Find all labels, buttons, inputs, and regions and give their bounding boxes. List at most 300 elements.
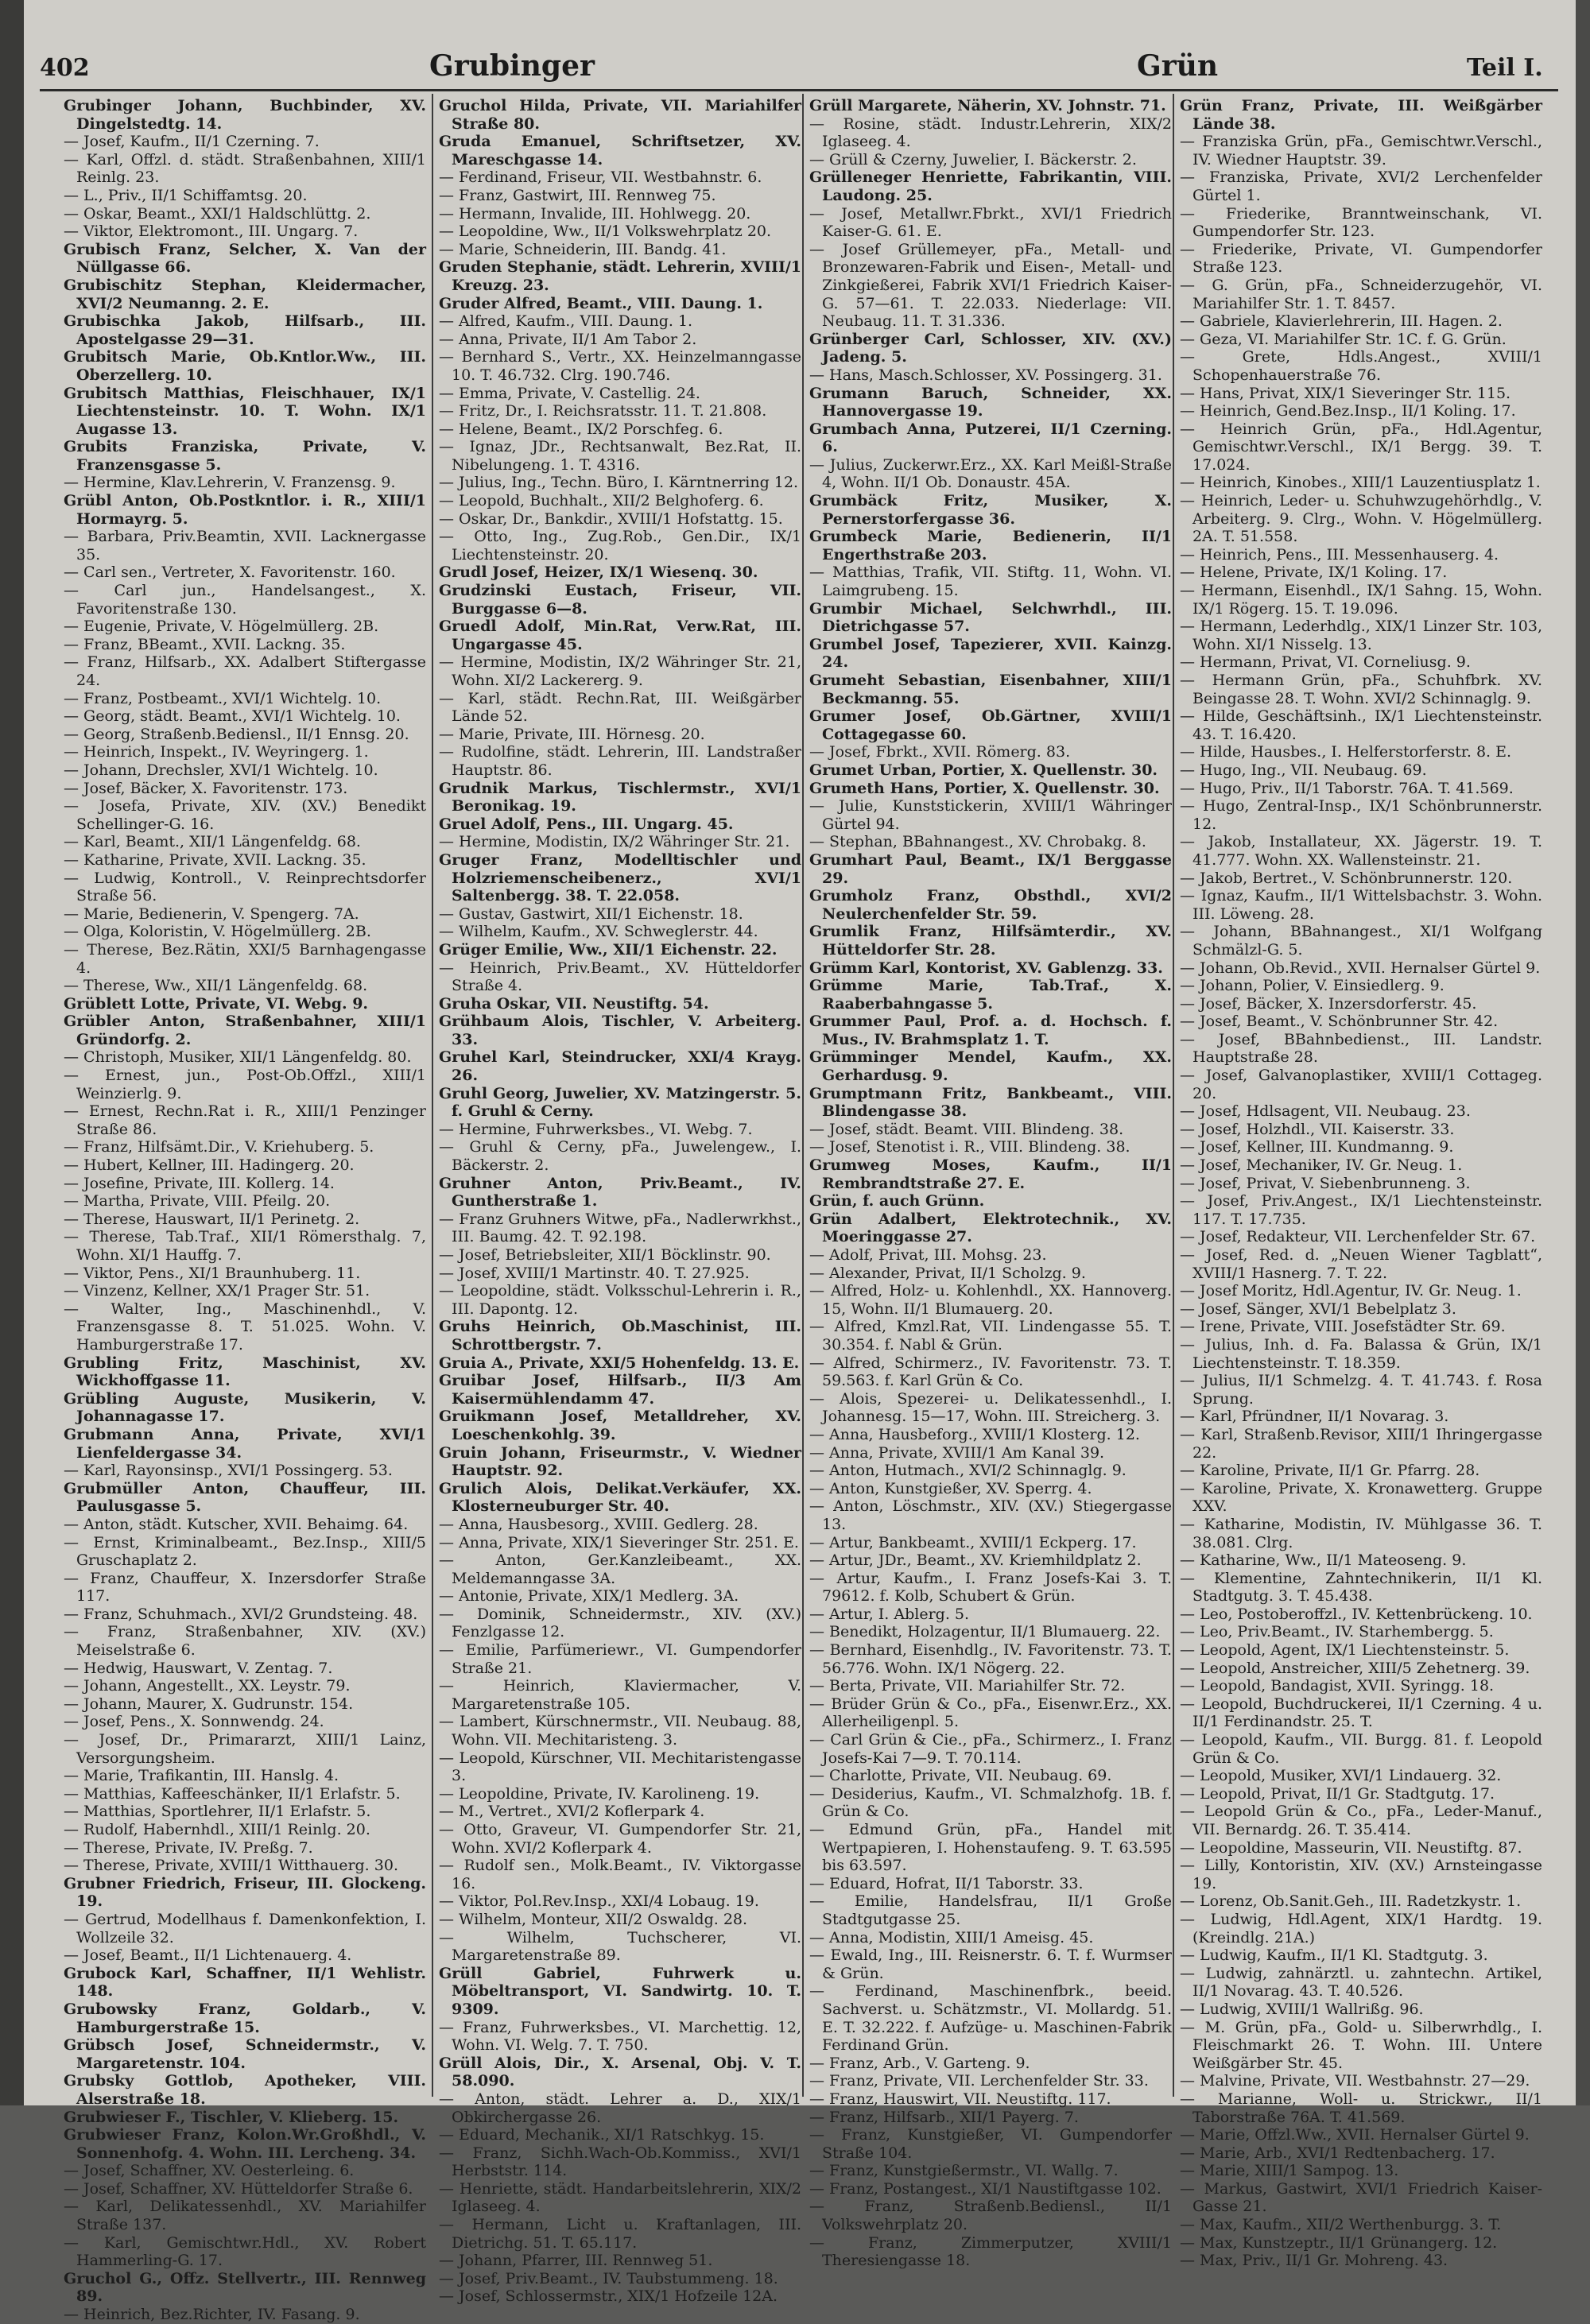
directory-entry: — Marie, Bedienerin, V. Spengerg. 7A. — [64, 904, 359, 923]
directory-entry: — Alfred, Kaufm., VIII. Daung. 1. — [439, 312, 693, 331]
directory-entry: — Leopold, Buchdruckerei, II/1 Czerning. 4 u. II/1 Ferdinandstr. 25. T. — [1180, 1695, 1542, 1731]
directory-entry: — Georg, Straßenb.Bediensl., II/1 Ennsg. 20. — [64, 725, 409, 743]
directory-entry: Grummer Paul, Prof. a. d. Hochsch. f. Mus., IV. Brahmsplatz 1. T. — [809, 1013, 1172, 1048]
directory-entry: — Heinrich, Pens., III. Messenhauserg. 4. — [1180, 545, 1499, 564]
directory-entry: — Anton, Kunstgießer, XV. Sperrg. 4. — [809, 1479, 1092, 1497]
directory-entry: — Benedikt, Holzagentur, II/1 Blumauerg. 22. — [809, 1623, 1161, 1641]
header-center-keyword: Grün — [1137, 49, 1219, 83]
directory-entry: — Hermine, Klav.Lehrerin, V. Franzensg. 9. — [64, 474, 396, 492]
directory-entry: — Oskar, Dr., Bankdir., XVIII/1 Hofstattg. 15. — [439, 509, 783, 528]
directory-entry: Gruden Stephanie, städt. Lehrerin, XVIII/1 Kreuzg. 23. — [439, 258, 801, 294]
directory-entry: Grudnik Markus, Tischlermstr., XVI/1 Beronikag. 19. — [439, 779, 801, 815]
directory-entry: — Josef, Bäcker, X. Favoritenstr. 173. — [64, 779, 348, 797]
directory-entry: — Johann, Pfarrer, III. Rennweg 51. — [439, 2252, 713, 2270]
directory-entry: Grubmann Anna, Private, XVI/1 Lienfeldergasse 34. — [64, 1425, 426, 1462]
directory-entry: Grumbir Michael, Selchwrhdl., III. Dietrichgasse 57. — [809, 599, 1172, 636]
directory-entry: — Jakob, Installateur, XX. Jägerstr. 19. T. 41.777. Wohn. XX. Wallensteinstr. 21. — [1180, 833, 1542, 869]
directory-entry: Grumet Urban, Portier, X. Quellenstr. 30. — [809, 761, 1158, 779]
directory-entry: — Desiderius, Kaufm., VI. Schmalzhofg. 1B. f. Grün & Co. — [809, 1784, 1172, 1821]
directory-entry: Grübler Anton, Straßenbahner, XIII/1 Gründorfg. 2. — [64, 1013, 426, 1048]
page-header — [0, 0, 1590, 94]
directory-entry: Grumbel Josef, Tapezierer, XVII. Kainzg. 24. — [809, 635, 1172, 672]
column-divider — [432, 94, 433, 2097]
directory-entry: Grubitsch Marie, Ob.Kntlor.Ww., III. Oberzellerg. 10. — [64, 348, 426, 384]
directory-entry: — Marie, Arb., XVI/1 Redtenbacherg. 17. — [1180, 2144, 1495, 2162]
directory-entry: — Hilde, Hausbes., I. Helferstorferstr. 8. E. — [1180, 743, 1512, 761]
directory-entry: Gruhner Anton, Priv.Beamt., IV. Guntherstraße 1. — [439, 1174, 801, 1210]
directory-entry: — Josef, Priv.Angest., IX/1 Liechtensteinstr. 117. T. 17.735. — [1180, 1192, 1542, 1228]
directory-entry: — Julius, Inh. d. Fa. Balassa & Grün, IX/1 Liechtensteinstr. T. 18.359. — [1180, 1335, 1542, 1372]
directory-entry: — Berta, Private, VII. Mariahilfer Str. 72. — [809, 1677, 1126, 1695]
directory-entry: — Viktor, Pol.Rev.Insp., XXI/4 Lobaug. 19. — [439, 1892, 759, 1911]
directory-entry: — Leopold, Privat, II/1 Gr. Stadtgutg. 17. — [1180, 1784, 1495, 1803]
directory-entry: Grumann Baruch, Schneider, XX. Hannovergasse 19. — [809, 384, 1172, 420]
header-left-keyword: Grubinger — [429, 49, 595, 83]
directory-entry: — Hermine, Modistin, IX/2 Währinger Str. 21. — [439, 833, 790, 851]
directory-entry: — Wilhelm, Tuchscherer, VI. Margaretenstraße 89. — [439, 1928, 801, 1965]
directory-entry: — Josef, Stenotist i. R., VIII. Blindeng. 38. — [809, 1138, 1130, 1156]
directory-entry: Grumlik Franz, Hilfsämterdir., XV. Hütteldorfer Str. 28. — [809, 923, 1172, 959]
directory-entry: — Franz, Zimmerputzer, XVIII/1 Theresiengasse 18. — [809, 2233, 1172, 2270]
directory-entry: — Ignaz, Kaufm., II/1 Wittelsbachstr. 3. Wohn. III. Löweng. 28. — [1180, 887, 1542, 923]
directory-entry: — Wilhelm, Monteur, XII/2 Oswaldg. 28. — [439, 1910, 748, 1928]
directory-entry: Gruhl Georg, Juwelier, XV. Matzingerstr. 5. f. Gruhl & Cerny. — [439, 1084, 801, 1121]
directory-entry: — Walter, Ing., Maschinenhdl., V. Franzensgasse 8. T. 51.025. Wohn. V. Hamburgerstraße 17. — [64, 1300, 426, 1354]
directory-entry: — Josefine, Private, III. Kollerg. 14. — [64, 1174, 335, 1192]
directory-entry: — Adolf, Privat, III. Mohsg. 23. — [809, 1246, 1047, 1264]
directory-entry: — Matthias, Sportlehrer, II/1 Erlafstr. 5. — [64, 1803, 371, 1821]
directory-entry: — Josef, Fbrkt., XVII. Römerg. 83. — [809, 743, 1071, 761]
directory-entry: — Franz, Straßenb.Bediensl., II/1 Volkswehrplatz 20. — [809, 2198, 1172, 2234]
column-divider — [802, 94, 804, 2097]
directory-entry: — Grete, Hdls.Angest., XVIII/1 Schopenhauerstraße 76. — [1180, 348, 1542, 384]
directory-entry: — Oskar, Beamt., XXI/1 Haldschlüttg. 2. — [64, 204, 371, 223]
directory-entry: — Heinrich, Kinobes., XIII/1 Lauzentiusplatz 1. — [1180, 474, 1541, 492]
directory-entry: Grün Adalbert, Elektrotechnik., XV. Moeringgasse 27. — [809, 1210, 1172, 1246]
directory-entry: — Irene, Private, VIII. Josefstädter Str. 69. — [1180, 1318, 1506, 1336]
directory-entry: — Josef, Dr., Primararzt, XIII/1 Lainz, Versorgungsheim. — [64, 1731, 426, 1767]
directory-entry: — Leopold, Buchhalt., XII/2 Belghoferg. 6. — [439, 492, 764, 510]
directory-entry: — Josef, Hdlsagent, VII. Neubaug. 23. — [1180, 1102, 1471, 1121]
directory-entry: — Karoline, Private, X. Kronawetterg. Gruppe XXV. — [1180, 1479, 1542, 1516]
directory-entry: Grubischka Jakob, Hilfsarb., III. Apostelgasse 29—31. — [64, 312, 426, 348]
directory-entry: — Emilie, Parfümeriewr., VI. Gumpendorfer Straße 21. — [439, 1641, 801, 1677]
directory-entry: Grubischitz Stephan, Kleidermacher, XVI/2 Neumanng. 2. E. — [64, 276, 426, 312]
directory-entry: Gruhel Karl, Steindrucker, XXI/4 Krayg. 26. — [439, 1048, 801, 1085]
directory-entry: — Anna, Private, XIX/1 Sieveringer Str. 251. E. — [439, 1533, 799, 1551]
directory-entry: Grüll Margarete, Näherin, XV. Johnstr. 71. — [809, 97, 1166, 114]
directory-entry: — Hugo, Zentral-Insp., IX/1 Schönbrunnerstr. 12. — [1180, 797, 1542, 833]
directory-entry: — Hans, Privat, XIX/1 Sieveringer Str. 115. — [1180, 384, 1511, 402]
directory-entry: Grumeth Hans, Portier, X. Quellenstr. 30. — [809, 779, 1160, 797]
directory-entry: — Hans, Masch.Schlosser, XV. Possingerg. 31. — [809, 366, 1162, 384]
directory-entry: — Franz, Hauswirt, VII. Neustiftg. 117. — [809, 2090, 1111, 2108]
directory-entry: — Hermann, Invalide, III. Hohlwegg. 20. — [439, 204, 751, 223]
directory-entry: — Leopoldine, städt. Volksschul-Lehrerin i. R., III. Dapontg. 12. — [439, 1282, 801, 1318]
directory-entry: — Josef, Kaufm., II/1 Czerning. 7. — [64, 133, 320, 151]
directory-entry: — Christoph, Musiker, XII/1 Längenfeldg. 80. — [64, 1048, 412, 1067]
scan-edge-right — [1576, 0, 1590, 2105]
directory-entry: — Leopoldine, Private, IV. Karolineng. 19. — [439, 1784, 760, 1803]
directory-entry: — Lorenz, Ob.Sanit.Geh., III. Radetzkystr. 1. — [1180, 1892, 1522, 1911]
directory-entry: — Josef, Kellner, III. Kundmanng. 9. — [1180, 1138, 1454, 1156]
directory-entry: — Edmund Grün, pFa., Handel mit Wertpapieren, I. Hohenstaufeng. 9. T. 63.595 bis 63.597. — [809, 1821, 1172, 1875]
directory-entry: — Josef, BBahnbedienst., III. Landstr. Hauptstraße 28. — [1180, 1030, 1542, 1067]
directory-entry: — Ludwig, zahnärztl. u. zahntechn. Artikel, II/1 Novarag. 43. T. 40.526. — [1180, 1964, 1542, 2001]
directory-entry: — Hermine, Modistin, IX/2 Währinger Str. 21, Wohn. XI/2 Lackererg. 9. — [439, 653, 801, 689]
directory-entry: — Brüder Grün & Co., pFa., Eisenwr.Erz., XX. Allerheiligenpl. 5. — [809, 1695, 1172, 1731]
directory-entry: — Emilie, Handelsfrau, II/1 Große Stadtgutgasse 25. — [809, 1892, 1172, 1928]
directory-entry: — Karl, städt. Rechn.Rat, III. Weißgärber Lände 52. — [439, 689, 801, 726]
directory-entry: — Karoline, Private, II/1 Gr. Pfarrg. 28. — [1180, 1462, 1480, 1480]
directory-entry: Grubner Friedrich, Friseur, III. Glockeng. 19. — [64, 1874, 426, 1911]
directory-entry: — Heinrich, Priv.Beamt., XV. Hütteldorfer Straße 4. — [439, 959, 801, 995]
directory-entry: — Karl, Straßenb.Revisor, XIII/1 Ihringergasse 22. — [1180, 1425, 1542, 1462]
directory-entry: Grümme Marie, Tab.Traf., X. Raaberbahngasse 5. — [809, 977, 1172, 1013]
directory-entry: Grubsky Gottlob, Apotheker, VIII. Alserstraße 18. — [64, 2072, 426, 2108]
directory-entry: — Johann, Ob.Revid., XVII. Hernalser Gürtel 9. — [1180, 959, 1541, 977]
directory-entry: Grubitsch Matthias, Fleischhauer, IX/1 Liechtensteinstr. 10. T. Wohn. IX/1 Augasse 13. — [64, 384, 426, 438]
directory-entry: — Josef, Privat, V. Siebenbrunneng. 3. — [1180, 1174, 1471, 1192]
directory-entry: — Anton, Ger.Kanzleibeamt., XX. Meldemanngasse 3A. — [439, 1551, 801, 1587]
directory-entry: — Viktor, Elektromont., III. Ungarg. 7. — [64, 223, 359, 241]
directory-entry: — Franziska Grün, pFa., Gemischtwr.Verschl., IV. Wiedner Hauptstr. 39. — [1180, 133, 1542, 168]
directory-entry: — Hugo, Ing., VII. Neubaug. 69. — [1180, 761, 1427, 779]
directory-entry: Gruibar Josef, Hilfsarb., II/3 Am Kaisermühlendamm 47. — [439, 1372, 801, 1408]
directory-entry: — Artur, Kaufm., I. Franz Josefs-Kai 3. T. 79612. f. Kolb, Schubert & Grün. — [809, 1569, 1172, 1605]
directory-entry: — Olga, Koloristin, V. Högelmüllerg. 2B. — [64, 923, 371, 941]
directory-entry: Grüblett Lotte, Private, VI. Webg. 9. — [64, 994, 369, 1013]
directory-entry: Gruha Oskar, VII. Neustiftg. 54. — [439, 994, 709, 1013]
directory-entry: — Alfred, Kmzl.Rat, VII. Lindengasse 55. T. 30.354. f. Nabl & Grün. — [809, 1318, 1172, 1354]
directory-entry: — Leopoldine, Ww., II/1 Volkswehrplatz 20. — [439, 223, 772, 241]
directory-entry: — Malvine, Private, VII. Westbahnstr. 27—29. — [1180, 2072, 1530, 2090]
directory-entry: — Johann, Maurer, X. Gudrunstr. 154. — [64, 1695, 354, 1713]
directory-entry: — Franz, Private, VII. Lerchenfelder Str. 33. — [809, 2072, 1149, 2090]
directory-entry: — Artur, I. Ablerg. 5. — [809, 1605, 970, 1623]
column-3 — [809, 97, 1172, 2270]
directory-entry: — Johann, BBahnangest., XI/1 Wolfgang Schmälzl-G. 5. — [1180, 923, 1542, 959]
directory-entry: — Alexander, Privat, II/1 Scholzg. 9. — [809, 1264, 1086, 1282]
directory-entry: — Franz, Straßenbahner, XIV. (XV.) Meiselstraße 6. — [64, 1623, 426, 1660]
directory-entry: — Eugenie, Private, V. Högelmüllerg. 2B. — [64, 618, 379, 636]
directory-entry: Grubock Karl, Schaffner, II/1 Wehlistr. 148. — [64, 1964, 426, 2001]
directory-entry: — Leopold, Anstreicher, XIII/5 Zehetnerg. 39. — [1180, 1659, 1530, 1677]
directory-entry: — Hedwig, Hauswart, V. Zentag. 7. — [64, 1659, 333, 1677]
directory-entry: — Lambert, Kürschnermstr., VII. Neubaug. 88, Wohn. VII. Mechitaristeng. 3. — [439, 1713, 801, 1749]
directory-entry: — Rudolf sen., Molk.Beamt., IV. Viktorgasse 16. — [439, 1857, 801, 1892]
directory-entry: — Karl, Offzl. d. städt. Straßenbahnen, XIII/1 Reinlg. 23. — [64, 150, 426, 187]
directory-entry: Grumweg Moses, Kaufm., II/1 Rembrandtstraße 27. E. — [809, 1156, 1172, 1192]
directory-entry: — Anna, Private, II/1 Am Tabor 2. — [439, 330, 697, 348]
directory-entry: — Karl, Delikatessenhdl., XV. Mariahilfer Straße 137. — [64, 2198, 426, 2234]
directory-entry: — Alfred, Holz- u. Kohlenhdl., XX. Hannoverg. 15, Wohn. II/1 Blumauerg. 20. — [809, 1282, 1172, 1318]
directory-entry: — Franz, BBeamt., XVII. Lackng. 35. — [64, 635, 346, 653]
directory-entry: — Franz, Postangest., XI/1 Naustiftgasse 102. — [809, 2179, 1161, 2198]
directory-entry: Gruger Franz, Modelltischler und Holzriemenscheibenerz., XVI/1 Saltenbergg. 38. T. 22.058. — [439, 850, 801, 905]
directory-entry: — Ludwig, Hdl.Agent, XIX/1 Hardtg. 19. (Kreindlg. 21A.) — [1180, 1910, 1542, 1946]
directory-entry: — Franz Gruhners Witwe, pFa., Nadlerwrkhst., III. Baumg. 42. T. 92.198. — [439, 1210, 801, 1246]
directory-entry: Grubwieser Franz, Kolon.Wr.Großhdl., V. Sonnenhofg. 4. Wohn. III. Lercheng. 34. — [64, 2126, 426, 2162]
directory-entry: — Gustav, Gastwirt, XII/1 Eichenstr. 18. — [439, 904, 743, 923]
directory-entry: Grünberger Carl, Schlosser, XIV. (XV.) Jadeng. 5. — [809, 330, 1172, 366]
directory-entry: — Max, Kunstzeptr., II/1 Grünangerg. 12. — [1180, 2233, 1498, 2252]
directory-entry: — Johann, Angestellt., XX. Leystr. 79. — [64, 1677, 351, 1695]
directory-entry: Grübling Auguste, Musikerin, V. Johannagasse 17. — [64, 1389, 426, 1426]
directory-entry: — Hermine, Fuhrwerksbes., VI. Webg. 7. — [439, 1120, 753, 1138]
directory-entry: Grübsch Josef, Schneidermstr., V. Margaretenstr. 104. — [64, 2036, 426, 2072]
directory-entry: — Rudolf, Habernhdl., XIII/1 Reinlg. 20. — [64, 1821, 370, 1838]
directory-entry: — Karl, Pfründner, II/1 Novarag. 3. — [1180, 1408, 1449, 1426]
directory-entry: — Helene, Beamt., IX/2 Porschfeg. 6. — [439, 420, 723, 438]
directory-entry: — Josef, Beamt., II/1 Lichtenauerg. 4. — [64, 1946, 352, 1965]
column-4 — [1180, 97, 1542, 2270]
directory-entry: — Heinrich, Gend.Bez.Insp., II/1 Koling. 17. — [1180, 402, 1516, 420]
directory-entry: Grumhart Paul, Beamt., IX/1 Berggasse 29. — [809, 850, 1172, 887]
directory-entry: — Eduard, Mechanik., XI/1 Ratschkyg. 15. — [439, 2126, 765, 2144]
directory-entry: Gruder Alfred, Beamt., VIII. Daung. 1. — [439, 294, 763, 312]
directory-entry: Gruchol G., Offz. Stellvertr., III. Rennweg 89. — [64, 2269, 426, 2306]
directory-entry: — Ernest, jun., Post-Ob.Offzl., XIII/1 Weinzierlg. 9. — [64, 1067, 426, 1102]
directory-entry: — Leopold, Agent, IX/1 Liechtensteinstr. 5. — [1180, 1641, 1510, 1660]
directory-entry: — Lilly, Kontoristin, XIV. (XV.) Arnsteingasse 19. — [1180, 1857, 1542, 1892]
directory-entry: — Ludwig, Kontroll., V. Reinprechtsdorfer Straße 56. — [64, 869, 426, 905]
directory-entry: — Josef, Mechaniker, IV. Gr. Neug. 1. — [1180, 1156, 1463, 1175]
directory-entry: Grudzinski Eustach, Friseur, VII. Burggasse 6—8. — [439, 582, 801, 618]
directory-entry: — Max, Priv., II/1 Gr. Mohreng. 43. — [1180, 2252, 1448, 2270]
directory-entry: Grubits Franziska, Private, V. Franzensgasse 5. — [64, 438, 426, 474]
directory-entry: — Leopold, Bandagist, XVII. Syringg. 18. — [1180, 1677, 1495, 1695]
directory-entry: Gruia A., Private, XXI/5 Hohenfeldg. 13. E. — [439, 1354, 800, 1372]
directory-entry: — Alfred, Schirmerz., IV. Favoritenstr. 73. T. 59.563. f. Karl Grün & Co. — [809, 1354, 1172, 1390]
directory-entry: — Friederike, Private, VI. Gumpendorfer Straße 123. — [1180, 240, 1542, 277]
directory-entry: — Ernst, Kriminalbeamt., Bez.Insp., XIII/5 Gruschaplatz 2. — [64, 1533, 426, 1570]
directory-entry: — Anna, Hausbesorg., XVIII. Gedlerg. 28. — [439, 1515, 758, 1533]
directory-entry: — Josef, XVIII/1 Martinstr. 40. T. 27.925. — [439, 1264, 750, 1282]
directory-entry: — Otto, Ing., Zug.Rob., Gen.Dir., IX/1 Liechtensteinstr. 20. — [439, 528, 801, 564]
directory-entry: — Marianne, Woll- u. Strickwr., II/1 Taborstraße 76A. T. 41.569. — [1180, 2090, 1542, 2126]
directory-entry: — Artur, Bankbeamt., XVIII/1 Eckperg. 17. — [809, 1533, 1137, 1551]
directory-entry: — G. Grün, pFa., Schneiderzugehör, VI. Mariahilfer Str. 1. T. 8457. — [1180, 276, 1542, 312]
directory-entry: — Friederike, Branntweinschank, VI. Gumpendorfer Str. 123. — [1180, 204, 1542, 241]
directory-entry: Grumbach Anna, Putzerei, II/1 Czerning. 6. — [809, 420, 1172, 456]
directory-entry: Grubisch Franz, Selcher, X. Van der Nüllgasse 66. — [64, 240, 426, 277]
directory-entry: — Hubert, Kellner, III. Hadingerg. 20. — [64, 1156, 355, 1175]
directory-entry: Grübl Anton, Ob.Postkntlor. i. R., XIII/1 Hormayrg. 5. — [64, 492, 426, 528]
directory-entry: — Rosine, städt. Industr.Lehrerin, XIX/2 Iglaseeg. 4. — [809, 114, 1172, 151]
directory-entry: — Vinzenz, Kellner, XX/1 Prager Str. 51. — [64, 1282, 370, 1300]
directory-entry: — Dominik, Schneidermstr., XIV. (XV.) Fenzlgasse 12. — [439, 1605, 801, 1641]
directory-entry: — Johann, Drechsler, XVI/1 Wichtelg. 10. — [64, 761, 378, 779]
directory-entry: — Karl, Rayonsinsp., XVI/1 Possingerg. 53. — [64, 1462, 393, 1480]
directory-entry: — Leopold, Kürschner, VII. Mechitaristengasse 3. — [439, 1749, 801, 1785]
directory-entry: Grün, f. auch Grünn. — [809, 1192, 985, 1210]
scan-edge-left — [0, 0, 24, 2105]
directory-entry: — Ludwig, XVIII/1 Wallrißg. 96. — [1180, 2000, 1424, 2018]
directory-entry: — Leo, Priv.Beamt., IV. Starhembergg. 5. — [1180, 1623, 1494, 1641]
directory-entry: Grubmüller Anton, Chauffeur, III. Paulusgasse 5. — [64, 1479, 426, 1516]
directory-entry: — M., Vertret., XVI/2 Koflerpark 4. — [439, 1803, 705, 1821]
directory-entry: — Leopoldine, Masseurin, VII. Neustiftg. 87. — [1180, 1838, 1522, 1857]
directory-entry: — Josef, Metallwr.Fbrkt., XVI/1 Friedrich Kaiser-G. 61. E. — [809, 204, 1172, 241]
directory-entry: — Karl, Gemischtwr.Hdl., XV. Robert Hammerling-G. 17. — [64, 2233, 426, 2270]
directory-entry: — Hermann, Privat, VI. Corneliusg. 9. — [1180, 653, 1471, 672]
directory-entry: — Hermann, Licht u. Kraftanlagen, III. Dietrichg. 51. T. 65.117. — [439, 2216, 801, 2252]
directory-entry: — Johann, Polier, V. Einsiedlerg. 9. — [1180, 977, 1445, 995]
column-2 — [439, 97, 801, 2306]
directory-entry: — Anna, Hausbeforg., XVIII/1 Klosterg. 12. — [809, 1425, 1140, 1443]
directory-entry: — Antonie, Private, XIX/1 Medlerg. 3A. — [439, 1587, 739, 1605]
directory-entry: — Georg, städt. Beamt., XVI/1 Wichtelg. 10. — [64, 707, 401, 726]
directory-entry: — Leopold, Musiker, XVI/1 Lindauerg. 32. — [1180, 1767, 1502, 1785]
directory-entry: — Josef, Schaffner, XV. Hütteldorfer Straße 6. — [64, 2179, 413, 2198]
directory-entry: — Carl jun., Handelsangest., X. Favoritenstraße 130. — [64, 582, 426, 618]
directory-entry: — Josef, Beamt., V. Schönbrunner Str. 42. — [1180, 1013, 1499, 1031]
directory-entry: — Josef, Schlossermstr., XIX/1 Hofzeile 12A. — [439, 2287, 778, 2306]
directory-entry: — Ernest, Rechn.Rat i. R., XIII/1 Penzinger Straße 86. — [64, 1102, 426, 1138]
directory-entry: Gruin Johann, Friseurmstr., V. Wiedner Hauptstr. 92. — [439, 1443, 801, 1480]
directory-entry: Grühbaum Alois, Tischler, V. Arbeiterg. 33. — [439, 1013, 801, 1048]
directory-entry: — Josef, Holzhdl., VII. Kaiserstr. 33. — [1180, 1120, 1455, 1138]
directory-entry: Grumbeck Marie, Bedienerin, II/1 Engerthstraße 203. — [809, 528, 1172, 564]
directory-entry: — Geza, VI. Mariahilfer Str. 1C. f. G. Grün. — [1180, 330, 1507, 348]
directory-entry: — Wilhelm, Kaufm., XV. Schweglerstr. 44. — [439, 923, 758, 941]
directory-entry: — Matthias, Kaffeeschänker, II/1 Erlafstr. 5. — [64, 1784, 401, 1803]
directory-entry: — Bernhard, Eisenhdlg., IV. Favoritenstr. 73. T. 56.776. Wohn. IX/1 Nögerg. 22. — [809, 1641, 1172, 1677]
directory-entry: — Josef, städt. Beamt. VIII. Blindeng. 38. — [809, 1120, 1124, 1138]
directory-entry: — Anton, städt. Lehrer a. D., XIX/1 Obkirchergasse 26. — [439, 2090, 801, 2126]
directory-entry: — Barbara, Priv.Beamtin, XVII. Lacknergasse 35. — [64, 528, 426, 564]
directory-entry: — Josef, Schaffner, XV. Oesterleing. 6. — [64, 2162, 355, 2180]
directory-entry: — Therese, Ww., XII/1 Längenfeldg. 68. — [64, 977, 368, 995]
directory-entry: — Gruhl & Cerny, pFa., Juwelengew., I. Bäckerstr. 2. — [439, 1138, 801, 1175]
directory-entry: — Klementine, Zahntechnikerin, II/1 Kl. Stadtgutg. 3. T. 45.438. — [1180, 1569, 1542, 1605]
directory-entry: — Franz, Postbeamt., XVI/1 Wichtelg. 10. — [64, 689, 382, 707]
directory-entry: Grumptmann Fritz, Bankbeamt., VIII. Blindengasse 38. — [809, 1084, 1172, 1121]
directory-entry: Grulich Alois, Delikat.Verkäufer, XX. Klosterneuburger Str. 40. — [439, 1479, 801, 1516]
directory-entry: — Henriette, städt. Handarbeitslehrerin, XIX/2 Iglaseeg. 4. — [439, 2179, 801, 2216]
directory-entry: — Fritz, Dr., I. Reichsratsstr. 11. T. 21.808. — [439, 402, 767, 420]
directory-entry: — Stephan, BBahnangest., XV. Chrobakg. 8. — [809, 833, 1146, 851]
directory-entry: — Franz, Hilfsarb., XII/1 Payerg. 7. — [809, 2108, 1079, 2126]
directory-entry: — Karl, Beamt., XII/1 Längenfeldg. 68. — [64, 833, 361, 851]
directory-entry: — Alois, Spezerei- u. Delikatessenhdl., I. Johannesg. 15—17, Wohn. III. Streicherg. 3. — [809, 1389, 1172, 1426]
directory-entry: — Franz, Chauffeur, X. Inzersdorfer Straße 117. — [64, 1569, 426, 1605]
directory-entry: — Heinrich, Leder- u. Schuhwzugehörhdlg., V. Arbeiterg. 9. Clrg., Wohn. V. Högelmüllerg. 2A. T. 51.558. — [1180, 492, 1542, 546]
directory-entry: — Anton, Löschmstr., XIV. (XV.) Stiegergasse 13. — [809, 1497, 1172, 1533]
directory-entry: — Otto, Graveur, VI. Gumpendorfer Str. 21, Wohn. XVI/2 Koflerpark 4. — [439, 1821, 801, 1857]
directory-entry: — Franz, Fuhrwerksbes., VI. Marchettig. 12, Wohn. VI. Welg. 7. T. 750. — [439, 2018, 801, 2055]
directory-entry: — Josef, Betriebsleiter, XII/1 Böcklinstr. 90. — [439, 1246, 771, 1264]
directory-entry: — Josef, Bäcker, X. Inzersdorferstr. 45. — [1180, 994, 1477, 1013]
directory-entry: Gruel Adolf, Pens., III. Ungarg. 45. — [439, 815, 734, 833]
directory-entry: — Franz, Kunstgießermstr., VI. Wallg. 7. — [809, 2162, 1119, 2180]
directory-entry: — Hilde, Geschäftsinh., IX/1 Liechtensteinstr. 43. T. 16.420. — [1180, 707, 1542, 743]
directory-entry: — Heinrich, Klaviermacher, V. Margaretenstraße 105. — [439, 1677, 801, 1713]
directory-entry: — Max, Kaufm., XII/2 Werthenburgg. 3. T. — [1180, 2216, 1502, 2234]
directory-entry: — Helene, Private, IX/1 Koling. 17. — [1180, 564, 1448, 582]
directory-entry: — Carl sen., Vertreter, X. Favoritenstr. 160. — [64, 564, 396, 582]
directory-entry: — Anton, Hutmach., XVI/2 Schinnaglg. 9. — [809, 1462, 1127, 1480]
directory-entry: — Hermann, Lederhdlg., XIX/1 Linzer Str. 103, Wohn. XI/1 Nisselg. 13. — [1180, 618, 1542, 653]
directory-entry: — Ferdinand, Friseur, VII. Westbahnstr. 6. — [439, 168, 762, 187]
directory-entry: — Carl Grün & Cie., pFa., Schirmerz., I. Franz Josefs-Kai 7—9. T. 70.114. — [809, 1731, 1172, 1767]
directory-entry: Gruhs Heinrich, Ob.Maschinist, III. Schrottbergstr. 7. — [439, 1318, 801, 1354]
directory-entry: — M. Grün, pFa., Gold- u. Silberwrhdlg., I. Fleischmarkt 26. T. Wohn. III. Untere Weißgärber Str. 45. — [1180, 2018, 1542, 2072]
directory-entry: — Viktor, Pens., XI/1 Braunhuberg. 11. — [64, 1264, 361, 1282]
directory-entry: Gruchol Hilda, Private, VII. Mariahilfer Straße 80. — [439, 97, 801, 133]
directory-entry: — Josef, Pens., X. Sonnwendg. 24. — [64, 1713, 324, 1731]
directory-entry: — Therese, Private, IV. Preßg. 7. — [64, 1838, 313, 1857]
directory-entry: — Eduard, Hofrat, II/1 Taborstr. 33. — [809, 1874, 1084, 1892]
directory-entry: — Therese, Hauswart, II/1 Perinetg. 2. — [64, 1210, 360, 1228]
directory-entry: Grüll Alois, Dir., X. Arsenal, Obj. V. T. 58.090. — [439, 2054, 801, 2090]
directory-entry: — Josefa, Private, XIV. (XV.) Benedikt Schellinger-G. 16. — [64, 797, 426, 833]
directory-entry: — Matthias, Trafik, VII. Stiftg. 11, Wohn. VI. Laimgrubeng. 15. — [809, 564, 1172, 600]
directory-entry: — Julius, Ing., Techn. Büro, I. Kärntnerring 12. — [439, 474, 799, 492]
directory-entry: Grubinger Johann, Buchbinder, XV. Dingelstedtg. 14. — [64, 97, 426, 133]
directory-entry: — Leopold Grün & Co., pFa., Leder-Manuf., VII. Bernardg. 26. T. 35.414. — [1180, 1803, 1542, 1838]
directory-entry: — Julius, Zuckerwr.Erz., XX. Karl Meißl-Straße 4, Wohn. II/1 Ob. Donaustr. 45A. — [809, 455, 1172, 492]
directory-entry: Gruikmann Josef, Metalldreher, XV. Loeschenkohlg. 39. — [439, 1408, 801, 1443]
directory-entry: — Franz, Sichh.Wach-Ob.Kommiss., XVI/1 Herbststr. 114. — [439, 2144, 801, 2180]
directory-entry: — Marie, Private, III. Hörnesg. 20. — [439, 725, 705, 743]
directory-entry: — Grüll & Czerny, Juwelier, I. Bäckerstr. 2. — [809, 150, 1137, 168]
directory-entry: — Franz, Arb., V. Garteng. 9. — [809, 2054, 1030, 2072]
directory-entry: — Hermann Grün, pFa., Schuhfbrk. XV. Beingasse 28. T. Wohn. XVI/2 Schinnaglg. 9. — [1180, 672, 1542, 707]
directory-entry: — Franz, Gastwirt, III. Rennweg 75. — [439, 186, 716, 204]
directory-entry: — Anna, Private, XVIII/1 Am Kanal 39. — [809, 1443, 1105, 1462]
directory-entry: — Heinrich, Inspekt., IV. Weyringerg. 1. — [64, 743, 369, 761]
directory-entry: Grudl Josef, Heizer, IX/1 Wiesenq. 30. — [439, 564, 758, 582]
directory-entry: Grümminger Mendel, Kaufm., XX. Gerhardusg. 9. — [809, 1048, 1172, 1085]
directory-entry: — Leopold, Kaufm., VII. Burgg. 81. f. Leopold Grün & Co. — [1180, 1731, 1542, 1767]
directory-entry: — Marie, Trafikantin, III. Hanslg. 4. — [64, 1767, 339, 1785]
directory-entry: — Artur, JDr., Beamt., XV. Kriemhildplatz 2. — [809, 1551, 1142, 1570]
directory-entry: — Markus, Gastwirt, XVI/1 Friedrich Kaiser-Gasse 21. — [1180, 2179, 1542, 2216]
directory-entry: — Julius, II/1 Schmelzg. 4. T. 41.743. f. Rosa Sprung. — [1180, 1372, 1542, 1408]
directory-entry: — Josef, Red. d. „Neuen Wiener Tagblatt“, XVIII/1 Hasnerg. 7. T. 22. — [1180, 1246, 1542, 1282]
directory-entry: — Anton, städt. Kutscher, XVII. Behaimg. 64. — [64, 1515, 409, 1533]
directory-entry: Grumholz Franz, Obsthdl., XVI/2 Neulerchenfelder Str. 59. — [809, 887, 1172, 923]
directory-entry: Grubling Fritz, Maschinist, XV. Wickhoffgasse 11. — [64, 1354, 426, 1390]
directory-entry: — Josef Moritz, Hdl.Agentur, IV. Gr. Neug. 1. — [1180, 1282, 1522, 1300]
directory-entry: — Marie, XIII/1 Sampog. 13. — [1180, 2162, 1399, 2180]
page-number: 402 — [40, 54, 90, 82]
directory-entry: — Leo, Postoberoffzl., IV. Kettenbrückeng. 10. — [1180, 1605, 1533, 1623]
header-part: Teil I. — [1467, 54, 1543, 82]
directory-entry: — L., Priv., II/1 Schiffamtsg. 20. — [64, 186, 308, 204]
directory-entry: Gruda Emanuel, Schriftsetzer, XV. Mareschgasse 14. — [439, 133, 801, 168]
directory-entry: — Marie, Schneiderin, III. Bandg. 41. — [439, 240, 727, 258]
directory-entry: — Bernhard S., Vertr., XX. Heinzelmanngasse 10. T. 46.732. Clrg. 190.746. — [439, 348, 801, 384]
directory-entry: Grün Franz, Private, III. Weißgärber Lände 38. — [1180, 97, 1542, 133]
directory-entry: — Marie, Offzl.Ww., XVII. Hernalser Gürtel 9. — [1180, 2126, 1530, 2144]
directory-entry: — Hugo, Priv., II/1 Taborstr. 76A. T. 41.569. — [1180, 779, 1514, 797]
directory-entry: Grülleneger Henriette, Fabrikantin, VIII. Laudong. 25. — [809, 168, 1172, 204]
directory-entry: — Anna, Modistin, XIII/1 Ameisg. 45. — [809, 1928, 1094, 1946]
directory-entry: — Franziska, Private, XVI/2 Lerchenfelder Gürtel 1. — [1180, 168, 1542, 204]
directory-entry: — Josef, Redakteur, VII. Lerchenfelder Str. 67. — [1180, 1228, 1536, 1246]
directory-entry: — Charlotte, Private, VII. Neubaug. 69. — [809, 1767, 1112, 1785]
directory-entry: — Jakob, Bertret., V. Schönbrunnerstr. 120. — [1180, 869, 1513, 887]
directory-entry: — Franz, Kunstgießer, VI. Gumpendorfer Straße 104. — [809, 2126, 1172, 2162]
directory-entry: Grubwieser F., Tischler, V. Klieberg. 15. — [64, 2108, 399, 2126]
directory-entry: — Ludwig, Kaufm., II/1 Kl. Stadtgutg. 3. — [1180, 1946, 1488, 1965]
directory-entry: Grümm Karl, Kontorist, XV. Gablenzg. 33. — [809, 959, 1163, 977]
directory-entry: Grubowsky Franz, Goldarb., V. Hamburgerstraße 15. — [64, 2000, 426, 2036]
directory-entry: — Franz, Hilfsarb., XX. Adalbert Stiftergasse 24. — [64, 653, 426, 689]
